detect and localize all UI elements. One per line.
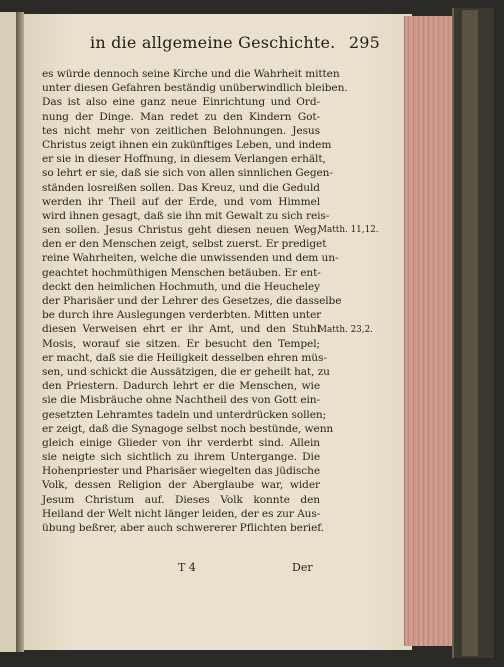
text-line: werden ihr Theil auf der Erde, und vom Himmel (42, 195, 320, 208)
text-line: nung der Dinge. Man redet zu den Kindern Got- (42, 110, 320, 123)
text-line: der Pharisäer und der Lehrer des Gesetzes, die dasselbe (42, 295, 342, 307)
text-line: Volk, dessen Religion der Aberglaube war, wider (42, 479, 320, 492)
text-line: sen sollen. Jesus Christus geht diesen neuen Weg, (42, 224, 320, 237)
text-line: den Priestern. Dadurch lehrt er die Menschen, wie (42, 380, 320, 393)
margin-note: Matth. 23,2. (318, 324, 373, 335)
cover-spine-strip (462, 10, 478, 656)
text-line: wird ihnen gesagt, daß sie ihn mit Gewalt zu sich reis- (42, 209, 330, 222)
text-line: er zeigt, daß die Synagoge selbst noch bestünde, wenn (42, 422, 334, 435)
text-line: Hohenpriester und Pharisäer wiegelten das jüdische (42, 465, 320, 478)
text-line: sie neigte sich sichtlich zu ihrem Untergange. Die (42, 451, 320, 464)
text-line: be durch ihre Auslegungen verderbten. Mitten unter (42, 309, 322, 322)
book-gutter (16, 12, 24, 652)
text-line: Jesum Christum auf. Dieses Volk konnte den (42, 493, 320, 506)
page-number: 295 (348, 33, 380, 52)
running-head-title: in die allgemeine Geschichte. (90, 33, 336, 52)
text-line: Mosis, worauf sie sitzen. Er besucht den Tempel; (42, 337, 320, 350)
text-line: sen, und schickt die Aussätzigen, die er geheilt hat, zu (42, 365, 330, 378)
text-line: Heiland der Welt nicht länger leiden, der es zur Aus- (42, 507, 321, 520)
text-line: sie die Misbräuche ohne Nachtheil des von Gott ein- (42, 394, 320, 407)
page-block-edge (404, 16, 453, 646)
signature-mark: T 4 (178, 561, 196, 574)
text-line: es würde dennoch seine Kirche und die Wahrheit mitten (42, 68, 340, 80)
text-line: tes nicht mehr von zeitlichen Belohnungen. Jesus (42, 124, 320, 137)
text-line: gleich einige Glieder von ihr verderbt sind. Allein (42, 436, 320, 449)
text-line: unter diesen Gefahren beständig unüberwindlich bleiben. (42, 82, 348, 95)
text-line: er macht, daß sie die Heiligkeit desselben ehren müs- (42, 351, 327, 364)
margin-note: Matth. 11,12. (318, 225, 379, 236)
text-line: gesetzten Lehramtes tadeln und unterdrücken sollen; (42, 408, 327, 421)
text-line: reine Wahrheiten, welche die unwissenden und dem un- (42, 252, 339, 265)
text-line: übung beßrer, aber auch schwererer Pflichten berief. (42, 522, 324, 534)
text-line: Das ist also eine ganz neue Einrichtung und Ord- (42, 96, 320, 109)
text-line: geachtet hochmüthigen Menschen betäuben. Er ent- (42, 266, 321, 279)
text-line: den er den Menschen zeigt, selbst zuerst. Er prediget (42, 238, 327, 251)
text-line: so lehrt er sie, daß sie sich von allen sinnlichen Gegen- (42, 167, 333, 180)
text-line: er sie in dieser Hoffnung, in diesem Verlangen erhält, (42, 153, 326, 166)
text-line: diesen Verweisen ehrt er ihr Amt, und den Stuhl (42, 323, 320, 336)
text-line: deckt den heimlichen Hochmuth, und die Heucheley (42, 280, 320, 293)
catchword: Der (292, 561, 313, 574)
left-page-edge (0, 12, 17, 652)
text-line: ständen losreißen sollen. Das Kreuz, und die Geduld (42, 181, 320, 194)
text-line: Christus zeigt ihnen ein zukünftiges Leben, und indem (42, 138, 332, 151)
